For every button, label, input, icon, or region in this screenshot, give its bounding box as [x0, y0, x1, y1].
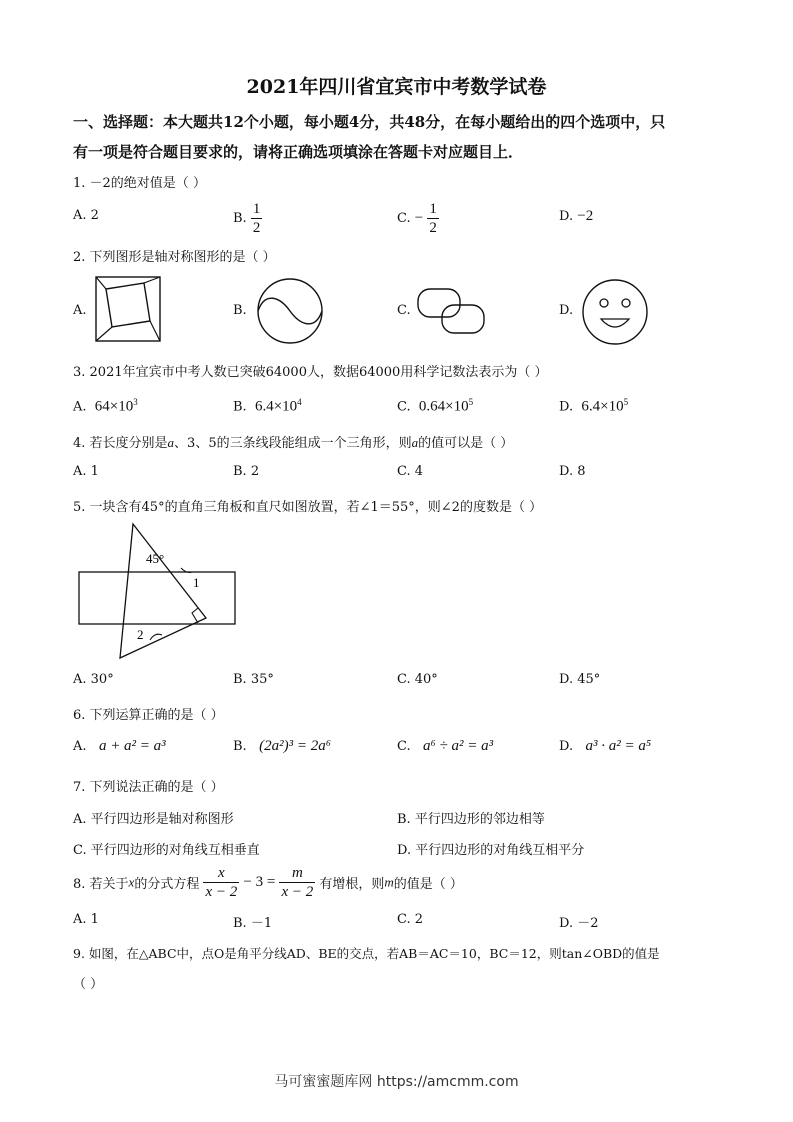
- q3-option-d-base: 6.4×10: [581, 398, 624, 415]
- q4-var-a-2: a: [411, 435, 419, 450]
- angle-45-label: 45°: [146, 551, 165, 566]
- q2-option-b-label: B.: [233, 303, 247, 318]
- q3-option-a: [73, 397, 138, 415]
- q8-var-m: m: [384, 874, 394, 890]
- q1-option-b-label: B.: [233, 211, 247, 226]
- q8-stem: [73, 864, 463, 901]
- q1-option-c-fraction: [427, 200, 439, 237]
- q3-stem: 3. 2021年宜宾市中考人数已突破64000人，数据64000用科学记数法表示为（ ）: [73, 365, 548, 380]
- q7-stem: 7. 下列说法正确的是（ ）: [73, 780, 224, 795]
- q2-option-a-label: A.: [73, 303, 87, 318]
- frac-den: x − 2: [205, 884, 238, 900]
- q9-stem-line1: 9. 如图，在△ABC中，点O是角平分线AD、BE的交点，若AB＝AC＝10，BC＝12，则tan∠OBD的值是: [73, 946, 660, 961]
- q8-option-a: A. 1: [73, 912, 99, 927]
- q1-option-b-fraction: [251, 200, 263, 237]
- q8-var-x: x: [128, 874, 135, 890]
- q7-option-d: D. 平行四边形的对角线互相平分: [397, 843, 585, 858]
- q8-fraction-1: [203, 864, 239, 901]
- q1-option-c: [397, 200, 439, 237]
- q1-stem: 1. －2的绝对值是（ ）: [73, 176, 206, 191]
- frac-num: 1: [252, 201, 261, 217]
- q3-option-c: [397, 397, 473, 415]
- q5-option-b: B. 35°: [233, 672, 274, 687]
- q4-option-c: C. 4: [397, 464, 424, 479]
- q8-fraction-2: [279, 864, 315, 901]
- frac-den: 2: [252, 220, 261, 236]
- q3-option-c-label: C.: [397, 399, 411, 415]
- q4-option-a: A. 1: [73, 464, 99, 479]
- minus-sign: −: [414, 210, 424, 226]
- q6-option-a-label: A.: [73, 739, 87, 754]
- q2-figure-a: [94, 275, 164, 345]
- q3-option-d-label: D.: [559, 399, 574, 415]
- q2-stem: 2. 下列图形是轴对称图形的是（ ）: [73, 250, 276, 265]
- angle-2-label: 2: [137, 627, 144, 642]
- q6-option-d-expr: a³ · a² = a⁵: [585, 738, 652, 754]
- q2-figure-d: [579, 277, 651, 347]
- section-heading-line1: 一、选择题：本大题共12个小题，每小题4分，共48分，在每小题给出的四个选项中，只: [73, 113, 666, 131]
- q8-option-b: B. －1: [233, 916, 273, 931]
- q8-minus-3: − 3 =: [243, 874, 276, 890]
- q5-figure: [76, 520, 241, 662]
- q8-option-c: C. 2: [397, 912, 424, 927]
- angle-1-label: 1: [193, 575, 200, 590]
- q7-option-b: B. 平行四边形的邻边相等: [397, 812, 545, 827]
- q4-var-a: a: [167, 435, 175, 450]
- q9-stem-line2: （ ）: [73, 977, 104, 992]
- q6-option-c-expr: a⁶ ÷ a² = a³: [423, 738, 494, 754]
- q6-option-b-expr: (2a²)³ = 2a⁶: [259, 738, 331, 754]
- q3-option-b: [233, 397, 302, 415]
- q4-stem-post: 的值可以是（ ）: [418, 436, 514, 451]
- frac-num: x: [203, 864, 239, 883]
- q6-option-b: [233, 738, 331, 755]
- q6-option-a-expr: a + a² = a³: [98, 738, 166, 754]
- q3-option-d-exp: 5: [623, 397, 629, 407]
- frac-num: 1: [429, 201, 437, 217]
- q3-option-c-exp: 5: [468, 397, 474, 407]
- q6-option-d-label: D.: [559, 739, 574, 754]
- q6-option-d: [559, 738, 651, 755]
- q1-option-b: [233, 200, 262, 237]
- q1-option-d-label: D.: [559, 209, 574, 224]
- q3-option-b-exp: 4: [297, 397, 302, 407]
- q3-option-a-base: 64×10: [94, 398, 134, 415]
- frac-num: m: [279, 864, 315, 883]
- q3-option-c-base: 0.64×10: [418, 398, 469, 415]
- q6-option-c: [397, 738, 493, 755]
- q5-option-a: A. 30°: [73, 672, 114, 687]
- q6-stem: 6. 下列运算正确的是（ ）: [73, 708, 224, 723]
- q8-stem-mid: 的分式方程: [134, 877, 200, 892]
- q8-option-d: D. －2: [559, 916, 599, 931]
- q6-option-b-label: B.: [233, 739, 247, 754]
- frac-den: x − 2: [281, 884, 314, 900]
- q4-stem-mid: 、3、5的三条线段能组成一个三角形，则: [174, 436, 412, 451]
- footer-watermark: 马可蜜蜜题库网 https://amcmm.com: [274, 1074, 519, 1090]
- q2-option-c-label: C.: [397, 303, 411, 318]
- q1-option-d: [559, 208, 593, 225]
- q2-figure-b: [255, 277, 325, 345]
- page-title: 2021年四川省宜宾市中考数学试卷: [246, 76, 547, 98]
- frac-den: 2: [429, 220, 437, 236]
- q4-option-b: B. 2: [233, 464, 260, 479]
- q3-option-b-base: 6.4×10: [254, 398, 298, 415]
- triangle-ruler: [120, 524, 206, 658]
- q1-option-d-value: −2: [577, 208, 594, 224]
- q1-option-c-label: C.: [397, 211, 411, 226]
- q4-option-d: D. 8: [559, 464, 586, 479]
- q5-option-c: C. 40°: [397, 672, 438, 687]
- q2-figure-c: [414, 285, 490, 337]
- q2-option-d-label: D.: [559, 303, 574, 318]
- q3-option-d: [559, 397, 628, 415]
- q8-stem-post: 有增根，则: [319, 877, 385, 892]
- q7-option-c: C. 平行四边形的对角线互相垂直: [73, 843, 260, 858]
- q8-stem-pre: 8. 若关于: [73, 877, 129, 892]
- q6-option-c-label: C.: [397, 739, 411, 754]
- q8-stem-end: 的值是（ ）: [393, 877, 463, 892]
- q3-option-b-label: B.: [233, 399, 247, 415]
- q3-option-a-exp: 3: [133, 397, 138, 407]
- q4-stem-pre: 4. 若长度分别是: [73, 436, 168, 451]
- q3-option-a-label: A.: [73, 399, 87, 415]
- q7-option-a: A. 平行四边形是轴对称图形: [73, 812, 234, 827]
- q5-stem: 5. 一块含有45°的直角三角板和直尺如图放置，若∠1＝55°，则∠2的度数是（ ）: [73, 500, 543, 515]
- q4-stem: [73, 432, 513, 451]
- q1-option-a: A. 2: [73, 208, 99, 223]
- ruler-rect: [79, 572, 235, 624]
- q6-option-a: [73, 738, 166, 755]
- q5-option-d: D. 45°: [559, 672, 601, 687]
- section-heading-line2: 有一项是符合题目要求的，请将正确选项填涂在答题卡对应题目上．: [73, 143, 524, 161]
